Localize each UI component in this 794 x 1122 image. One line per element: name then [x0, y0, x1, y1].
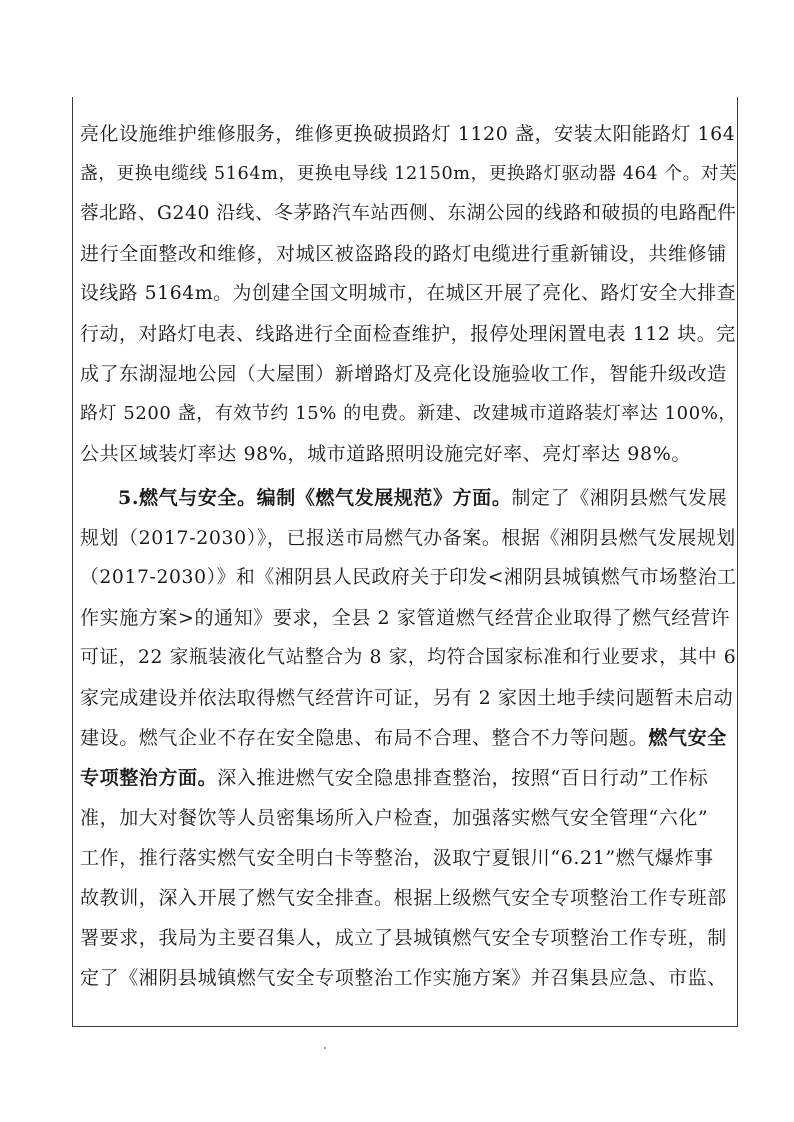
- text-line: [80, 598, 736, 638]
- scan-speck: [324, 1047, 326, 1049]
- text-run: 作实施方案>的通知》要求，全县 2 家管道燃气经营企业取得了燃气经营许: [80, 607, 731, 629]
- text-run: 行动，对路灯电表、线路进行全面检查维护，报停处理闲置电表 112 块。完: [80, 323, 736, 345]
- text-line: [80, 314, 736, 354]
- text-line: [80, 194, 736, 234]
- text-line: [80, 518, 736, 558]
- text-line: [80, 274, 736, 314]
- text-run: 准，加大对餐饮等人员密集场所入户检查，加强落实燃气安全管理“六化”: [80, 807, 709, 829]
- text-run: 故教训，深入开展了燃气安全排查。根据上级燃气安全专项整治工作专班部: [80, 887, 727, 909]
- text-line: [80, 434, 736, 474]
- text-line: [80, 234, 736, 274]
- bold-heading-run: 燃气安全: [648, 727, 727, 749]
- text-run: 成了东湖湿地公园（大屋围）新增路灯及亮化设施验收工作，智能升级改造: [80, 363, 727, 385]
- text-run: （2017-2030）》和《湘阴县人民政府关于印发<湘阴县城镇燃气市场整治工: [80, 567, 737, 588]
- text-line: [80, 394, 736, 434]
- text-line: [80, 638, 736, 678]
- text-line: [80, 154, 736, 194]
- text-line: [80, 678, 736, 718]
- text-line: [80, 718, 736, 758]
- text-run: 设线路 5164m。为创建全国文明城市，在城区开展了亮化、路灯安全大排查: [80, 283, 737, 304]
- paragraph-gas-safety: [80, 478, 736, 998]
- text-line: [80, 114, 736, 154]
- text-run: 定了《湘阴县城镇燃气安全专项整治工作实施方案》并召集县应急、市监、: [80, 967, 727, 989]
- text-run: 蓉北路、G240 沿线、冬茅路汽车站西侧、东湖公园的线路和破损的电路配件: [80, 203, 737, 224]
- text-run: 署要求，我局为主要召集人，成立了县城镇燃气安全专项整治工作专班，制: [80, 927, 727, 949]
- text-line: [80, 878, 736, 918]
- text-run: 制定了《湘阴县燃气发展: [511, 487, 728, 509]
- text-run: 进行全面整改和维修，对城区被盗路段的路灯电缆进行重新铺设，共维修铺: [80, 243, 727, 265]
- text-run: 亮化设施维护维修服务，维修更换破损路灯 1120 盏，安装太阳能路灯 164: [80, 123, 736, 145]
- bold-heading-run: 专项整治方面。: [80, 767, 218, 789]
- text-line: [80, 958, 736, 998]
- text-line: [80, 918, 736, 958]
- text-run: 家完成建设并依法取得燃气经营许可证，另有 2 家因土地手续问题暂未启动: [80, 687, 734, 709]
- text-line: [80, 558, 736, 598]
- bold-heading-run: 5.燃气与安全。编制《燃气发展规范》方面。: [118, 487, 512, 509]
- text-run: 公共区域装灯率达 98%，城市道路照明设施完好率、亮灯率达 98%。: [80, 443, 691, 465]
- paragraph-street-lighting: [80, 114, 736, 474]
- text-line: [80, 798, 736, 838]
- text-run: 工作，推行落实燃气安全明白卡等整治，汲取宁夏银川“6.21”燃气爆炸事: [80, 847, 714, 869]
- text-run: 路灯 5200 盏，有效节约 15% 的电费。新建、改建城市道路装灯率达 100%，: [80, 403, 737, 424]
- text-line: [80, 758, 736, 798]
- text-run: 盏，更换电缆线 5164m，更换电导线 12150m，更换路灯驱动器 464 个。对芙: [80, 164, 738, 184]
- text-line: [80, 478, 736, 518]
- text-run: 建设。燃气企业不存在安全隐患、布局不合理、整合不力等问题。: [80, 727, 649, 749]
- text-run: 深入推进燃气安全隐患排查整治，按照“百日行动”工作标: [217, 767, 709, 789]
- text-line: [80, 354, 736, 394]
- text-line: [80, 838, 736, 878]
- text-run: 可证，22 家瓶装液化气站整合为 8 家，均符合国家标准和行业要求，其中 6: [80, 647, 737, 668]
- text-run: 规划（2017-2030）》，已报送市局燃气办备案。根据《湘阴县燃气发展规划: [80, 527, 736, 549]
- document-body: [80, 114, 736, 998]
